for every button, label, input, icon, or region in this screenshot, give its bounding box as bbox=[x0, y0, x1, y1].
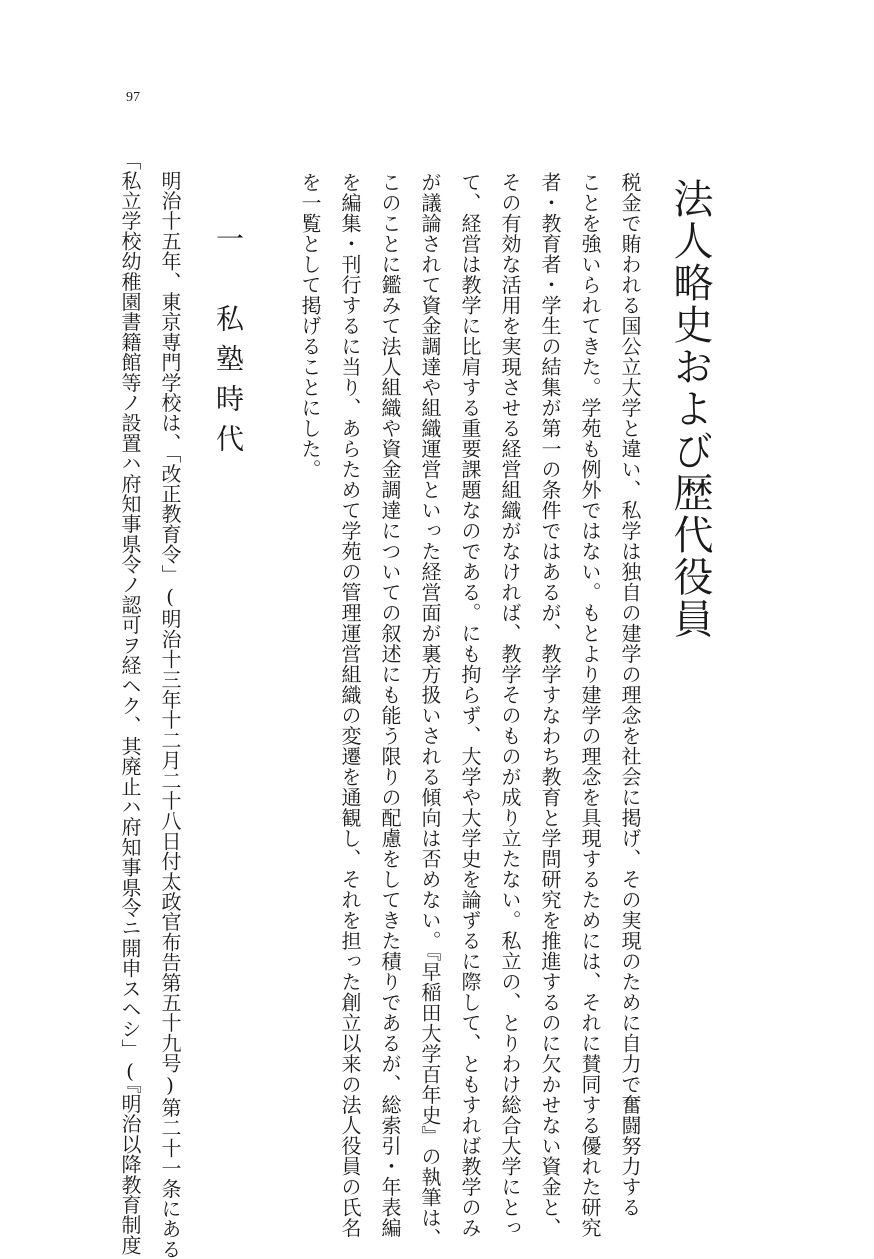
intro-line: 者・教育者・学生の結集が第一の条件ではあるが、教学すなわち教育と学問研究を推進するのに欠かせない資金と、 bbox=[538, 172, 562, 1238]
intro-line: を一覧として掲げることにした。 bbox=[298, 172, 322, 480]
section-line: 「私立学校幼稚園書籍館等ノ設置ハ府知事県令ノ認可ヲ経ヘク、其廃止ハ府知事県令ニ開申スヘシ」(『明治以降教育制度 bbox=[118, 150, 142, 1255]
section-heading: 一 私塾時代 bbox=[212, 224, 245, 464]
intro-line: を編集・刊行するに当り、あらためて学苑の管理運営組織の変遷を通観し、それを担った創立以来の法人役員の氏名 bbox=[338, 172, 362, 1238]
chapter-title: 法人略史および歴代役員 bbox=[667, 178, 713, 640]
intro-line: が議論されて資金調達や組織運営といった経営面が裏方扱いされる傾向は否めない。『早稲田大学百年史』の執筆は、 bbox=[418, 172, 442, 1249]
intro-line: ことを強いられてきた。学苑も例外ではない。もとより建学の理念を具現するためには、それに賛同する優れた研究 bbox=[578, 172, 602, 1238]
intro-paragraph bbox=[290, 172, 650, 1249]
section-paragraph bbox=[110, 150, 190, 1259]
intro-line: て、経営は教学に比肩する重要課題なのである。にも拘らず、大学や大学史を論ずるに際して、ともすれば教学のみ bbox=[458, 172, 482, 1238]
page-number: 97 bbox=[126, 90, 140, 105]
intro-line: その有効な活用を実現させる経営組織がなければ、教学そのものが成り立たない。私立の、とりわけ総合大学にとっ bbox=[498, 172, 522, 1238]
intro-line: 税金で賄われる国公立大学と違い、私学は独自の建学の理念を社会に掲げ、その実現のために自力で奮闘努力する bbox=[618, 172, 642, 1218]
section-line: 明治十五年、東京専門学校は、「改正教育令」(明治十三年十二月二十八日付太政官布告第五十九号)第二十一条にある bbox=[158, 150, 182, 1259]
intro-line: このことに鑑みて法人組織や資金調達についての叙述にも能う限りの配慮をしてきた積りであるが、総索引・年表編 bbox=[378, 172, 402, 1238]
